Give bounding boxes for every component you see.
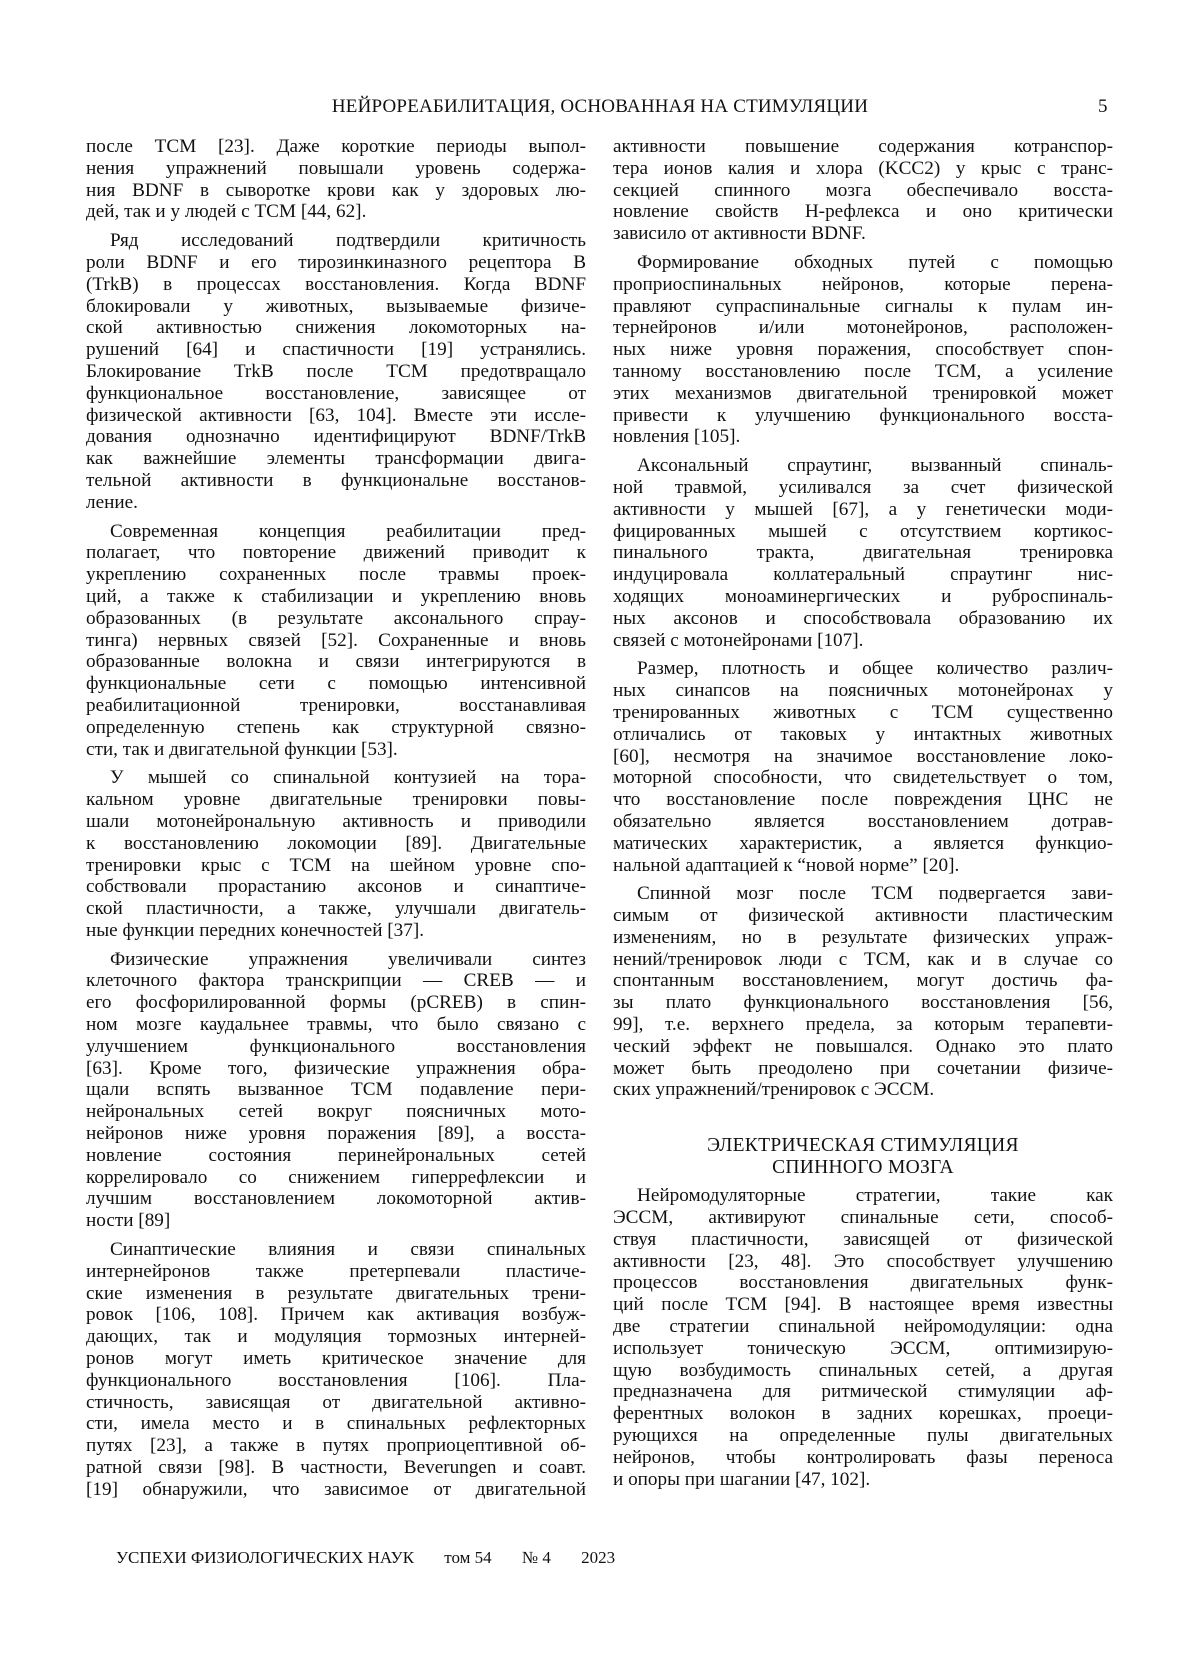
text-line: процессов восстановления двигательных функ- [613, 1272, 1113, 1294]
text-line: активности повышение содержания котранспор- [613, 136, 1113, 158]
text-line: блокировали у животных, вызываемые физиче- [86, 296, 586, 318]
text-line: связей с мотонейронами [107]. [613, 630, 1113, 652]
text-line: изменениям, но в результате физических упраж- [613, 927, 1113, 949]
paragraph [613, 252, 1113, 448]
text-line: 99], т.е. верхнего предела, за которым терапевти- [613, 1014, 1113, 1036]
text-line: ций, а также к стабилизации и укреплению вновь [86, 586, 586, 608]
section-heading-line: ЭЛЕКТРИЧЕСКАЯ СТИМУЛЯЦИЯ [613, 1135, 1113, 1157]
text-line: Нейромодуляторные стратегии, такие как [613, 1185, 1113, 1207]
text-line: отличались от таковых у интактных животных [613, 724, 1113, 746]
text-line: определенную степень как структурной связно- [86, 717, 586, 739]
text-line: ной травмой, усиливался за счет физической [613, 477, 1113, 499]
text-line: тренировки крыс с ТСМ на шейном уровне спо- [86, 855, 586, 877]
text-line: фицированных мышей с отсутствием кортикос- [613, 521, 1113, 543]
text-line: активности [23, 48]. Это способствует улучшению [613, 1251, 1113, 1273]
text-line: дающих, так и модуляция тормозных интерней- [86, 1326, 586, 1348]
text-line: ном мозге каудальнее травмы, что было связано с [86, 1014, 586, 1036]
text-line: ратной связи [98]. В частности, Beverungen и соавт. [86, 1457, 586, 1479]
paragraph [613, 883, 1113, 1101]
text-line: секцией спинного мозга обеспечивало восста- [613, 180, 1113, 202]
text-line: дования однозначно идентифицируют BDNF/TrkB [86, 426, 586, 448]
text-line: моторной способности, что свидетельствует о том, [613, 767, 1113, 789]
text-line: ных синапсов на поясничных мотонейронах у [613, 680, 1113, 702]
paragraph [86, 949, 586, 1232]
text-line: матических характеристик, а является функцио- [613, 833, 1113, 855]
text-line: роли BDNF и его тирозинкиназного рецептора В [86, 252, 586, 274]
text-line: ствуя пластичности, зависящей от физической [613, 1229, 1113, 1251]
journal-footer [116, 1548, 641, 1568]
text-line: [63]. Кроме того, физические упражнения обра- [86, 1058, 586, 1080]
text-line: полагает, что повторение движений приводит к [86, 542, 586, 564]
paragraph [86, 767, 586, 941]
text-line: тернейронов и/или мотонейронов, расположен- [613, 317, 1113, 339]
text-line: использует тоническую ЭССМ, оптимизирую- [613, 1338, 1113, 1360]
text-line: Спинной мозг после ТСМ подвергается зави- [613, 883, 1113, 905]
text-line: ской активностью снижения локомоторных на- [86, 317, 586, 339]
text-line: ровок [106, 108]. Причем как активация возбуж- [86, 1304, 586, 1326]
text-line: пинального тракта, двигательная тренировка [613, 542, 1113, 564]
text-line: образованных (в результате аксонального спрау- [86, 608, 586, 630]
text-line: тельной активности в функциональне восстанов- [86, 470, 586, 492]
text-line: Размер, плотность и общее количество различ- [613, 658, 1113, 680]
text-line: ские изменения в результате двигательных трени- [86, 1283, 586, 1305]
text-line: функционального восстановления [106]. Пла- [86, 1370, 586, 1392]
text-line: нальной адаптацией к “новой норме” [20]. [613, 855, 1113, 877]
text-line: [60], несмотря на значимое восстановление локо- [613, 746, 1113, 768]
text-line: предназначена для ритмической стимуляции аф- [613, 1381, 1113, 1403]
text-line: функциональное восстановление, зависящее от [86, 383, 586, 405]
text-line: правляют супраспинальные сигналы к пулам ин- [613, 296, 1113, 318]
text-line: ферентных волокон в задних корешках, проеци- [613, 1403, 1113, 1425]
text-line: укреплению сохраненных после травмы проек- [86, 564, 586, 586]
text-line: ций после ТСМ [94]. В настоящее время известны [613, 1294, 1113, 1316]
text-line: ЭССМ, активируют спинальные сети, способ- [613, 1207, 1113, 1229]
text-line: нений/тренировок люди с ТСМ, как и в случае со [613, 949, 1113, 971]
text-line: щую возбудимость спинальных сетей, а другая [613, 1360, 1113, 1382]
text-line: (TrkB) в процессах восстановления. Когда BDNF [86, 274, 586, 296]
paragraph [86, 521, 586, 761]
left-column [86, 136, 586, 1508]
text-line: клеточного фактора транскрипции — CREB — и [86, 970, 586, 992]
text-line: может быть преодолено при сочетании физиче- [613, 1058, 1113, 1080]
text-line: обязательно является восстановлением дотрав- [613, 811, 1113, 833]
section-heading-line: СПИННОГО МОЗГА [613, 1157, 1113, 1179]
text-line: этих механизмов двигательной тренировкой может [613, 383, 1113, 405]
text-line: рушений [64] и спастичности [19] устранялись. [86, 339, 586, 361]
paragraph [86, 1239, 586, 1501]
page-number: 5 [1098, 96, 1108, 118]
text-line: ление. [86, 492, 586, 514]
text-line: Физические упражнения увеличивали синтез [86, 949, 586, 971]
text-line: функциональные сети с помощью интенсивной [86, 673, 586, 695]
text-line: тренированных животных с ТСМ существенно [613, 702, 1113, 724]
text-line: Современная концепция реабилитации пред- [86, 521, 586, 543]
text-line: нейронов ниже уровня поражения [89], а восста- [86, 1123, 586, 1145]
text-line: Формирование обходных путей с помощью [613, 252, 1113, 274]
text-line: активности у мышей [67], а у генетически моди- [613, 499, 1113, 521]
text-line: Ряд исследований подтвердили критичность [86, 230, 586, 252]
text-line: индуцировала коллатеральный спраутинг нис- [613, 564, 1113, 586]
right-column [613, 136, 1113, 1497]
text-line: к восстановлению локомоции [89]. Двигательные [86, 833, 586, 855]
text-line: тинга) нервных связей [52]. Сохраненные и вновь [86, 630, 586, 652]
text-line: У мышей со спинальной контузией на тора- [86, 767, 586, 789]
text-line: проприоспинальных нейронов, которые перена- [613, 274, 1113, 296]
journal-name: УСПЕХИ ФИЗИОЛОГИЧЕСКИХ НАУК [116, 1548, 414, 1567]
paragraph [613, 1185, 1113, 1490]
text-line: симым от физической активности пластическим [613, 905, 1113, 927]
text-line: образованные волокна и связи интегрируются в [86, 651, 586, 673]
text-line: [19] обнаружили, что зависимое от двигательной [86, 1479, 586, 1501]
text-line: улучшением функционального восстановления [86, 1036, 586, 1058]
text-line: Блокирование TrkB после ТСМ предотвращало [86, 361, 586, 383]
text-line: дей, так и у людей с ТСМ [44, 62]. [86, 201, 586, 223]
journal-year: 2023 [581, 1548, 615, 1567]
text-line: нейронов, чтобы контролировать фазы переноса [613, 1447, 1113, 1469]
text-line: зависило от активности BDNF. [613, 223, 1113, 245]
text-line: сти, так и двигательной функции [53]. [86, 739, 586, 761]
text-line: его фосфорилированной формы (pCREB) в спин- [86, 992, 586, 1014]
text-line: танному восстановлению после ТСМ, а усиление [613, 361, 1113, 383]
text-line: собствовали прорастанию аксонов и синаптиче- [86, 876, 586, 898]
paragraph [86, 136, 586, 223]
text-line: ских упражнений/тренировок с ЭССМ. [613, 1079, 1113, 1101]
text-line: путях [23], а также в путях проприоцептивной об- [86, 1435, 586, 1457]
text-line: ронов могут иметь критическое значение для [86, 1348, 586, 1370]
text-line: рующихся на определенные пулы двигательных [613, 1425, 1113, 1447]
text-line: спонтанным восстановлением, могут достичь фа- [613, 970, 1113, 992]
text-line: реабилитационной тренировки, восстанавливая [86, 695, 586, 717]
text-line: новление состояния перинейрональных сетей [86, 1145, 586, 1167]
text-line: ния BDNF в сыворотке крови как у здоровых лю- [86, 180, 586, 202]
text-line: тера ионов калия и хлора (KCC2) у крыс с транс- [613, 158, 1113, 180]
text-line: нения упражнений повышали уровень содержа- [86, 158, 586, 180]
text-line: ской пластичности, а также, улучшали двигатель- [86, 898, 586, 920]
text-line: кальном уровне двигательные тренировки повы- [86, 789, 586, 811]
text-line: интернейронов также претерпевали пластиче- [86, 1261, 586, 1283]
text-line: ных аксонов и способствовала образованию их [613, 608, 1113, 630]
text-line: ческий эффект не повышался. Однако это плато [613, 1036, 1113, 1058]
text-line: Аксональный спраутинг, вызванный спиналь- [613, 455, 1113, 477]
text-line: новление свойств H-рефлекса и оно критически [613, 201, 1113, 223]
paragraph [613, 455, 1113, 651]
section-heading [613, 1135, 1113, 1179]
text-line: новления [105]. [613, 426, 1113, 448]
text-line: стичность, зависящая от двигательной активно- [86, 1392, 586, 1414]
text-line: лучшим восстановлением локомоторной актив- [86, 1188, 586, 1210]
journal-issue: № 4 [522, 1548, 551, 1567]
text-line: две стратегии спинальной нейромодуляции: одна [613, 1316, 1113, 1338]
text-line: привести к улучшению функционального восста- [613, 405, 1113, 427]
paragraph [613, 136, 1113, 245]
paragraph [613, 658, 1113, 876]
paragraph [86, 230, 586, 513]
journal-volume: том 54 [444, 1548, 491, 1567]
text-line: зы плато функционального восстановления [56, [613, 992, 1113, 1014]
text-line: как важнейшие элементы трансформации двига- [86, 448, 586, 470]
text-line: ных ниже уровня поражения, способствует спон- [613, 339, 1113, 361]
text-line: Синаптические влияния и связи спинальных [86, 1239, 586, 1261]
running-title: НЕЙРОРЕАБИЛИТАЦИЯ, ОСНОВАННАЯ НА СТИМУЛЯЦИИ [0, 96, 1200, 118]
text-line: что восстановление после повреждения ЦНС не [613, 789, 1113, 811]
text-line: сти, имела место и в спинальных рефлекторных [86, 1413, 586, 1435]
text-line: нейрональных сетей вокруг поясничных мото- [86, 1101, 586, 1123]
text-line: щали вспять вызванное ТСМ подавление пери- [86, 1079, 586, 1101]
text-line: и опоры при шагании [47, 102]. [613, 1469, 1113, 1491]
text-line: после ТСМ [23]. Даже короткие периоды выпол- [86, 136, 586, 158]
text-line: ности [89] [86, 1210, 586, 1232]
text-line: ные функции передних конечностей [37]. [86, 920, 586, 942]
text-line: физической активности [63, 104]. Вместе эти иссле- [86, 405, 586, 427]
text-line: ходящих моноаминергических и руброспиналь- [613, 586, 1113, 608]
text-line: коррелировало со снижением гиперрефлексии и [86, 1167, 586, 1189]
text-line: шали мотонейрональную активность и приводили [86, 811, 586, 833]
